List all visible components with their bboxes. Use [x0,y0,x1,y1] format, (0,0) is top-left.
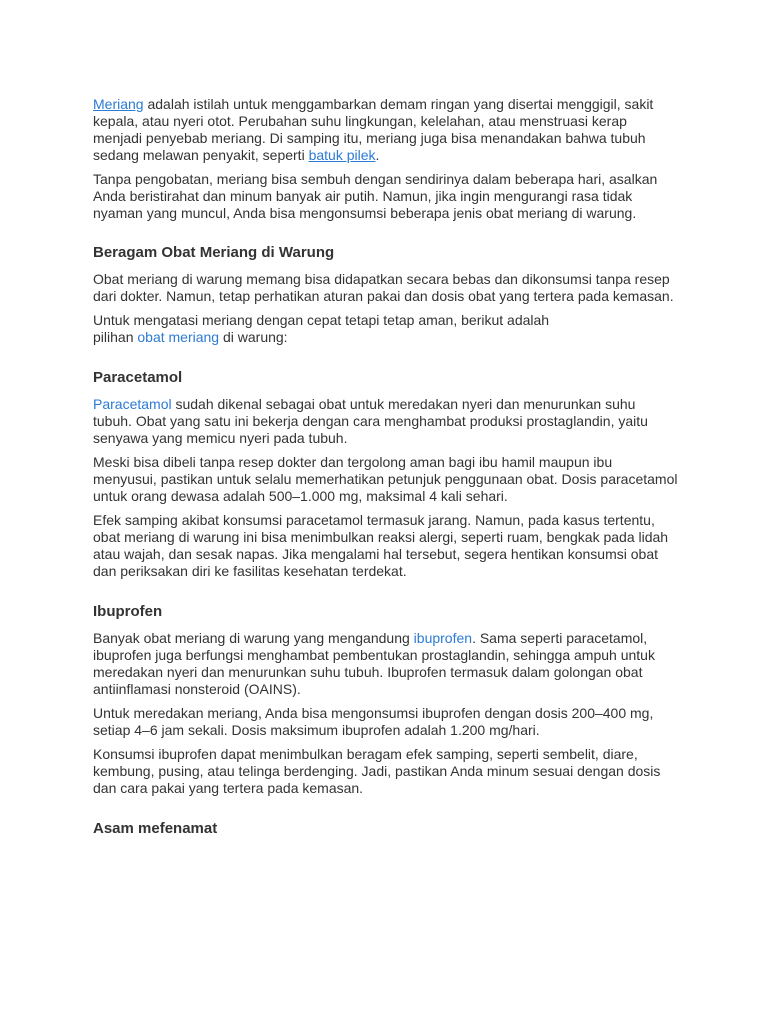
intro-paragraph: Meriang adalah istilah untuk menggambarkan demam ringan yang disertai menggigil, sakit kepala, atau nyeri otot. Perubahan suhu lingkungan, kelelahan, atau menstruasi kerap menjadi penyebab meriang. Di samping itu, meriang juga bisa menandakan bahwa tubuh sedang melawan penyakit, seperti batuk pilek. [93,96,654,163]
link-meriang[interactable]: Meriang [93,96,144,112]
paragraph-ibuprofen-intro: Banyak obat meriang di warung yang mengandung ibuprofen. Sama seperti paracetamol, ibuprofen juga berfungsi menghambat pembentukan prostaglandin, sehingga ampuh untuk meredakan nyeri dan menurunkan suhu tubuh. Ibuprofen termasuk dalam golongan obat antiinflamasi nonsteroid (OAINS). [93,630,655,697]
paragraph-ibuprofen-dosis: Untuk meredakan meriang, Anda bisa mengonsumsi ibuprofen dengan dosis 200–400 mg, setiap 4–6 jam sekali. Dosis maksimum ibuprofen adalah 1.200 mg/hari. [93,705,654,738]
link-ibuprofen[interactable]: ibuprofen [413,630,473,646]
paragraph-paracetamol-intro: Paracetamol sudah dikenal sebagai obat untuk meredakan nyeri dan menurunkan suhu tubuh. Obat yang satu ini bekerja dengan cara menghambat produksi prostaglandin, yaitu senyawa yang memicu nyeri pada tubuh. [93,396,648,446]
heading-paracetamol: Paracetamol [93,369,183,386]
link-obat-meriang[interactable]: obat meriang [137,329,220,345]
paragraph-paracetamol-efek: Efek samping akibat konsumsi paracetamol termasuk jarang. Namun, pada kasus tertentu, obat meriang di warung ini bisa menimbulkan reaksi alergi, seperti ruam, bengkak pada lidah atau wajah, dan sesak napas. Jika mengalami hal tersebut, segera hentikan konsumsi obat dan periksakan diri ke fasilitas kesehatan terdekat. [93,512,669,579]
paragraph-paracetamol-dosis: Meski bisa dibeli tanpa resep dokter dan tergolong aman bagi ibu hamil maupun ibu menyusui, pastikan untuk selalu memerhatikan petunjuk penggunaan obat. Dosis paracetamol untuk orang dewasa adalah 500–1.000 mg, maksimal 4 kali sehari. [93,454,678,504]
link-batuk-pilek[interactable]: batuk pilek [308,147,376,163]
article-body [93,96,678,838]
paragraph-ibuprofen-efek: Konsumsi ibuprofen dapat menimbulkan beragam efek samping, seperti sembelit, diare, kembung, pusing, atau telinga berdenging. Jadi, pastikan Anda minum sesuai dengan dosis dan cara pakai yang tertera pada kemasan. [93,746,661,796]
link-paracetamol[interactable]: Paracetamol [93,396,172,412]
heading-asam-mefenamat: Asam mefenamat [93,820,218,837]
heading-ibuprofen: Ibuprofen [93,603,163,620]
paragraph-tanpa-pengobatan: Tanpa pengobatan, meriang bisa sembuh dengan sendirinya dalam beberapa hari, asalkan Anda beristirahat dan minum banyak air putih. Namun, jika ingin mengurangi rasa tidak nyaman yang muncul, Anda bisa mengonsumsi beberapa jenis obat meriang di warung. [93,171,658,221]
heading-beragam-obat: Beragam Obat Meriang di Warung [93,244,335,261]
paragraph-pilihan-obat: Untuk mengatasi meriang dengan cepat tetapi tetap aman, berikut adalah pilihan obat meriang di warung: [93,312,550,345]
paragraph-obat-meriang-bebas: Obat meriang di warung memang bisa didapatkan secara bebas dan dikonsumsi tanpa resep dari dokter. Namun, tetap perhatikan aturan pakai dan dosis obat yang tertera pada kemasan. [93,271,674,304]
